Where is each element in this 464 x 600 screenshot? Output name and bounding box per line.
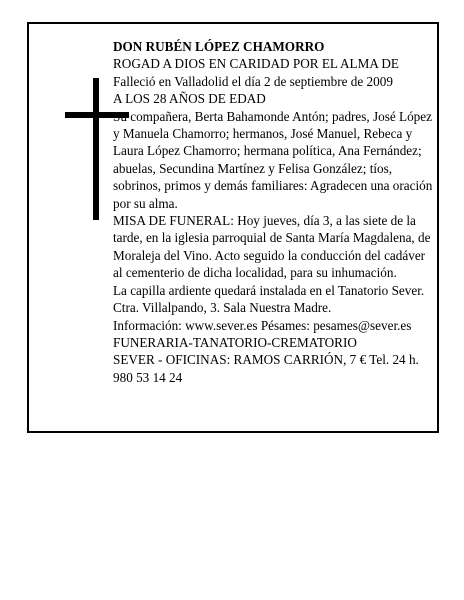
- deceased-name: DON RUBÉN LÓPEZ CHAMORRO: [113, 39, 325, 54]
- information-line: Información: www.sever.es Pésames: pesames@sever.es: [113, 317, 412, 333]
- obituary-text: [113, 38, 435, 386]
- offices-line: SEVER - OFICINAS: RAMOS CARRIÓN, 7 € Tel. 24 h. 980 53 14 24: [113, 352, 419, 385]
- funeral-home-name: FUNERARIA-TANATORIO-CREMATORIO: [113, 334, 357, 350]
- family-paragraph: Su compañera, Berta Bahamonde Antón; padres, José López y Manuela Chamorro; hermanos, José Manuel, Rebeca y Laura López Chamorro; hermana política, Ana Fernández; abuelas, Secundina Martínez y Felisa González; tíos, sobrinos, primos y demás familiares: Agradecen una oración por su alma.: [113, 108, 433, 211]
- age-line: A LOS 28 AÑOS DE EDAD: [113, 91, 266, 107]
- chapel-paragraph: La capilla ardiente quedará instalada en el Tanatorio Sever. Ctra. Villalpando, 3. Sala Nuestra Madre.: [113, 282, 425, 316]
- cross-vertical-bar: [93, 78, 99, 220]
- funeral-mass-paragraph: MISA DE FUNERAL: Hoy jueves, día 3, a las siete de la tarde, en la iglesia parroquial de Santa María Magdalena, de Moraleja del Vino. Acto seguido la conducción del cadáver al cementerio de dicha localidad, para su inhumación.: [113, 213, 431, 281]
- death-details: Falleció en Valladolid el día 2 de septiembre de 2009: [113, 73, 393, 89]
- prayer-request: ROGAD A DIOS EN CARIDAD POR EL ALMA DE: [113, 56, 399, 72]
